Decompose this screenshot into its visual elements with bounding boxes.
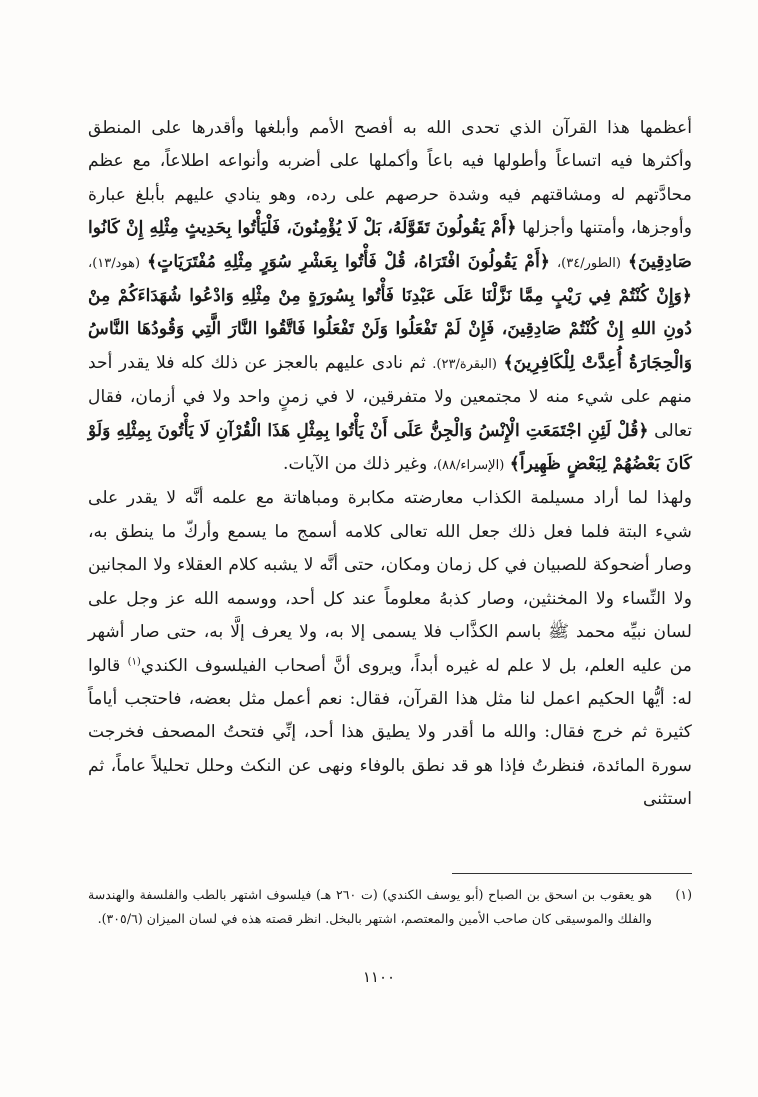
main-text bbox=[88, 112, 692, 817]
footnote-marker[interactable]: (١) bbox=[127, 655, 141, 667]
verse-reference-1: (الطور/٣٤)، bbox=[556, 255, 621, 271]
quran-verse-1: ﴿أَمْ يَقُولُونَ تَقَوَّلَهُ، بَلْ لَا يُؤْمِنُونَ، فَلْيَأْتُوا بِحَدِيثٍ مِثْلِهِ إِنْ كَانُوا صَادِقِينَ﴾ bbox=[88, 218, 692, 272]
verse-reference-4: (الإسراء/٨٨)، bbox=[432, 458, 505, 474]
footnotes bbox=[88, 883, 692, 930]
footnote-text: هو يعقوب بن اسحق بن الصباح (أبو يوسف الكندي) (ت ٢٦٠ هـ) فيلسوف اشتهر بالطب والفلسفة والهندسة والفلك والموسيقى كان صاحب الأمين والمعتصم، اشتهر بالبخل. انظر قصته هذه في لسان الميزان (٣٠٥/٦). bbox=[88, 887, 652, 926]
paragraph-2-text: ولهذا لما أراد مسيلمة الكذاب معارضته مكابرة ومباهاتة مع علمه أنَّه لا يقدر على شيء البتة فلما فعل ذلك جعل الله تعالى كلامه أسمج ما يسمع وأركّ ما ينطق به، وصار أضحوكة للصبيان في كل زمان ومكان، حتى أنَّه لا يشبه كلام العقلاء ولا المجانين ولا النِّساء ولا المخنثين، وصار كذبهُ معلوماً عند كل أحد، ووسمه الله عز وجل على لسان نبيِّه محمد ﷺ باسم الكذَّاب فلا يسمى إلا به، ولا يعرف إلَّا به، حتى صار أشهر من عليه العلم، بل لا علم له غيره أبداً، bbox=[88, 488, 692, 676]
paragraph-1 bbox=[88, 112, 692, 482]
footnote-item bbox=[88, 883, 692, 930]
paragraph-1-text-c: وغير ذلك من الآيات. bbox=[283, 454, 428, 475]
verse-reference-2: (هود/١٣)، bbox=[88, 255, 141, 271]
footnote-divider bbox=[452, 873, 692, 874]
paragraph-3-text-a: ويروى أنَّ أصحاب الفيلسوف الكندي bbox=[140, 655, 403, 676]
footnote-number: (١) bbox=[675, 887, 692, 902]
paragraph-1-text-a: أعظمها هذا القرآن الذي تحدى الله به أفصح الأمم وأبلغها وأقدرها على المنطق وأكثرها فيه اتساعاً وأطولها فيه باعاً وأكملها على أضربه وأنواعه اطلاعاً، مع عظم محادَّتهم له ومشاقتهم فيه وشدة حرصهم على رده، وهو ينادي عليهم بأبلغ عبارة وأوجزها، وأمتنها وأجزلها bbox=[88, 118, 693, 239]
paragraph-3-text-b: قالوا له: أيُّها الحكيم اعمل لنا مثل هذا القرآن، فقال: نعم أعمل مثل بعضه، فاحتجب أياماً كثيرة ثم خرج فقال: والله ما أقدر ولا يطيق هذا أحد، إنِّي فتحتُ المصحف فخرجت سورة المائدة، فنظرتُ فإذا هو قد نطق بالوفاء ونهى عن النكث وحلل تحليلاً عاماً، ثم استثنى bbox=[88, 655, 692, 810]
paragraph-1-text-b: ثم نادى عليهم بالعجز عن ذلك كله فلا يقدر أحد منهم على شيء منه لا مجتمعين ولا متفرقين، لا في زمنٍ واحد ولا في أزمان، فقال تعالى bbox=[88, 352, 693, 441]
quran-verse-3: ﴿وَإِنْ كُنْتُمْ فِي رَيْبٍ مِمَّا نَزَّلْنَا عَلَى عَبْدِنَا فَأْتُوا بِسُورَةٍ مِنْ مِثْلِهِ وَادْعُوا شُهَدَاءَكُمْ مِنْ دُونِ اللهِ إِنْ كُنْتُمْ صَادِقِينَ، فَإِنْ لَمْ تَفْعَلُوا وَلَنْ تَفْعَلُوا فَاتَّقُوا النَّارَ الَّتِي وَقُودُهَا النَّاسُ وَالْحِجَارَةُ أُعِدَّتْ لِلْكَافِرِينَ﴾ bbox=[88, 286, 693, 373]
page-number: ١١٠٠ bbox=[362, 968, 396, 986]
quran-verse-2: ﴿أَمْ يَقُولُونَ افْتَرَاهُ، قُلْ فَأْتُوا بِعَشْرِ سُوَرٍ مِثْلِهِ مُفْتَرَيَاتٍ﴾ bbox=[147, 251, 550, 272]
paragraph-2 bbox=[88, 482, 692, 816]
quran-verse-4: ﴿قُلْ لَئِنِ اجْتَمَعَتِ الْإِنْسُ وَالْجِنُّ عَلَى أَنْ يَأْتُوا بِمِثْلِ هَذَا الْقُرْآنِ لَا يَأْتُونَ بِمِثْلِهِ وَلَوْ كَانَ بَعْضُهُمْ لِبَعْضٍ ظَهِيراً﴾ bbox=[88, 420, 692, 475]
verse-reference-3: (البقرة/٢٣). bbox=[432, 356, 497, 372]
